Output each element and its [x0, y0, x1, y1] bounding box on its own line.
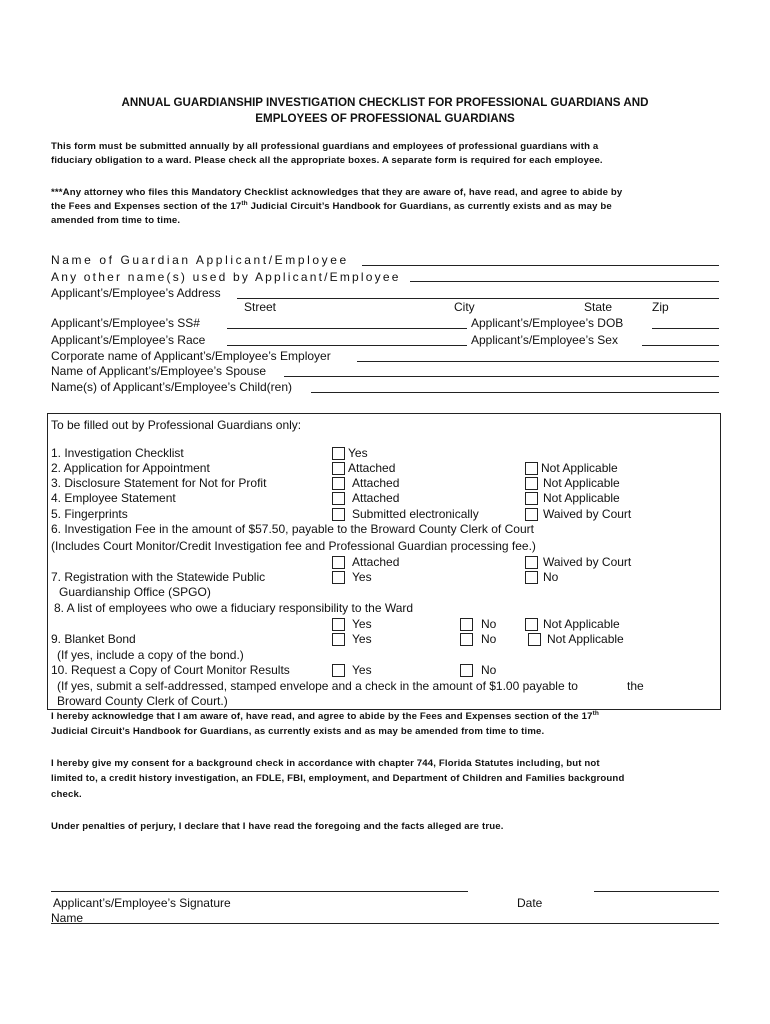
item9-no-label: No [481, 632, 497, 646]
checklist-header: To be filled out by Professional Guardians only: [51, 418, 302, 432]
item3-label: 3. Disclosure Statement for Not for Profit [51, 476, 267, 490]
address-street-caption: Street [244, 300, 277, 314]
item7-label: 7. Registration with the Statewide Public [51, 570, 266, 584]
item8-no-checkbox[interactable] [460, 618, 473, 631]
consent-line1: I hereby give my consent for a background check in accordance with chapter 744, Florida Statutes including, but not [51, 758, 600, 769]
signature-field[interactable] [51, 891, 468, 892]
attorney-line1: ***Any attorney who files this Mandatory Checklist acknowledges that they are aware of, have read, and agree to abide by [51, 187, 623, 198]
item3-na-label: Not Applicable [543, 476, 620, 490]
acknowledge-line2: Judicial Circuit’s Handbook for Guardians, as currently exists and as may be amended from time to time. [51, 726, 545, 737]
item6-attached-label: Attached [352, 555, 400, 569]
perjury-statement: Under penalties of perjury, I declare that I have read the foregoing and the facts alleged are true. [51, 821, 504, 832]
item4-na-label: Not Applicable [543, 491, 620, 505]
item2-na-label: Not Applicable [541, 461, 618, 475]
acknowledge-line1: I hereby acknowledge that I am aware of, have read, and agree to abide by the Fees and Expenses section of the 17th [51, 709, 600, 722]
item9-yes-label: Yes [352, 632, 372, 646]
item9-na-label: Not Applicable [547, 632, 624, 646]
item6-waived-label: Waived by Court [543, 555, 632, 569]
item3-attached-label: Attached [352, 476, 400, 490]
intro-line2: fiduciary obligation to a ward. Please check all the appropriate boxes. A separate form is required for each employee. [51, 155, 603, 166]
address-label: Applicant’s/Employee’s Address [51, 286, 221, 300]
item3-attached-checkbox[interactable] [332, 477, 345, 490]
item7-no-checkbox[interactable] [525, 571, 538, 584]
children-label: Name(s) of Applicant’s/Employee’s Child(ren) [51, 380, 292, 394]
item4-attached-label: Attached [352, 491, 400, 505]
race-label: Applicant’s/Employee’s Race [51, 333, 206, 347]
item5-submitted-checkbox[interactable] [332, 508, 345, 521]
item2-attached-label: Attached [348, 461, 396, 475]
guardian-name-label: Name of Guardian Applicant/Employee [51, 253, 349, 267]
item9-label: 9. Blanket Bond [51, 632, 136, 646]
item8-yes-label: Yes [352, 617, 372, 631]
consent-line2: limited to, a credit history investigation, an FDLE, FBI, employment, and Department of Children and Families background [51, 773, 625, 784]
date-label: Date [517, 896, 543, 910]
item10-note-tail: the [627, 679, 644, 693]
item1-label: 1. Investigation Checklist [51, 446, 184, 460]
name-label: Name [51, 911, 84, 925]
sex-field[interactable] [642, 345, 719, 346]
item9-note: (If yes, include a copy of the bond.) [57, 648, 244, 662]
employer-label: Corporate name of Applicant’s/Employee’s Employer [51, 349, 331, 363]
item8-yes-checkbox[interactable] [332, 618, 345, 631]
consent-line3: check. [51, 789, 82, 800]
address-field[interactable] [237, 298, 719, 299]
address-city-caption: City [454, 300, 475, 314]
ssn-field[interactable] [227, 328, 467, 329]
item10-no-checkbox[interactable] [460, 664, 473, 677]
item10-yes-checkbox[interactable] [332, 664, 345, 677]
sex-label: Applicant’s/Employee’s Sex [471, 333, 618, 347]
item10-yes-label: Yes [352, 663, 372, 677]
item6-label: 6. Investigation Fee in the amount of $57.50, payable to the Broward County Clerk of Court [51, 522, 534, 536]
item6-attached-checkbox[interactable] [332, 556, 345, 569]
item10-label: 10. Request a Copy of Court Monitor Results [51, 663, 290, 677]
children-field[interactable] [311, 392, 719, 393]
item9-na-checkbox[interactable] [528, 633, 541, 646]
item2-na-checkbox[interactable] [525, 462, 538, 475]
item8-na-checkbox[interactable] [525, 618, 538, 631]
item8-label: 8. A list of employees who owe a fiduciary responsibility to the Ward [54, 601, 414, 615]
item5-waived-checkbox[interactable] [525, 508, 538, 521]
spouse-field[interactable] [284, 376, 719, 377]
item3-na-checkbox[interactable] [525, 477, 538, 490]
dob-label: Applicant’s/Employee’s DOB [471, 316, 624, 330]
address-state-caption: State [584, 300, 613, 314]
item10-no-label: No [481, 663, 497, 677]
date-field[interactable] [594, 891, 719, 892]
other-names-label: Any other name(s) used by Applicant/Employee [51, 270, 401, 284]
item2-label: 2. Application for Appointment [51, 461, 210, 475]
item5-waived-label: Waived by Court [543, 507, 632, 521]
name-field[interactable] [51, 923, 719, 924]
other-names-field[interactable] [410, 281, 719, 282]
item8-no-label: No [481, 617, 497, 631]
item7-yes-checkbox[interactable] [332, 571, 345, 584]
item9-no-checkbox[interactable] [460, 633, 473, 646]
attorney-line2: the Fees and Expenses section of the 17th Judicial Circuit’s Handbook for Guardians, as currently exists and as may be [51, 199, 612, 212]
item1-yes-checkbox[interactable] [332, 447, 345, 460]
intro-line1: This form must be submitted annually by all professional guardians and employees of professional guardians with a [51, 141, 599, 152]
signature-label: Applicant’s/Employee’s Signature [53, 896, 231, 910]
item4-attached-checkbox[interactable] [332, 492, 345, 505]
form-title-line1: ANNUAL GUARDIANSHIP INVESTIGATION CHECKLIST FOR PROFESSIONAL GUARDIANS AND [121, 96, 649, 109]
dob-field[interactable] [652, 328, 719, 329]
race-field[interactable] [227, 345, 467, 346]
item7-label-line2: Guardianship Office (SPGO) [59, 585, 211, 599]
form-title-line2: EMPLOYEES OF PROFESSIONAL GUARDIANS [255, 112, 515, 125]
item5-submitted-label: Submitted electronically [352, 507, 479, 521]
item9-yes-checkbox[interactable] [332, 633, 345, 646]
ssn-label: Applicant’s/Employee’s SS# [51, 316, 200, 330]
item10-note-line2: Broward County Clerk of Court.) [57, 694, 228, 708]
item1-yes-label: Yes [348, 446, 368, 460]
item2-attached-checkbox[interactable] [332, 462, 345, 475]
item6-note: (Includes Court Monitor/Credit Investigation fee and Professional Guardian processing fee.) [51, 539, 536, 553]
item7-no-label: No [543, 570, 559, 584]
item4-label: 4. Employee Statement [51, 491, 176, 505]
item4-na-checkbox[interactable] [525, 492, 538, 505]
item8-na-label: Not Applicable [543, 617, 620, 631]
guardian-name-field[interactable] [362, 265, 719, 266]
employer-field[interactable] [357, 361, 719, 362]
spouse-label: Name of Applicant’s/Employee’s Spouse [51, 364, 267, 378]
item5-label: 5. Fingerprints [51, 507, 128, 521]
attorney-line3: amended from time to time. [51, 215, 181, 226]
item7-yes-label: Yes [352, 570, 372, 584]
address-zip-caption: Zip [652, 300, 669, 314]
item6-waived-checkbox[interactable] [525, 556, 538, 569]
item10-note-line1: (If yes, submit a self-addressed, stamped envelope and a check in the amount of $1.00 payable to [57, 679, 578, 693]
